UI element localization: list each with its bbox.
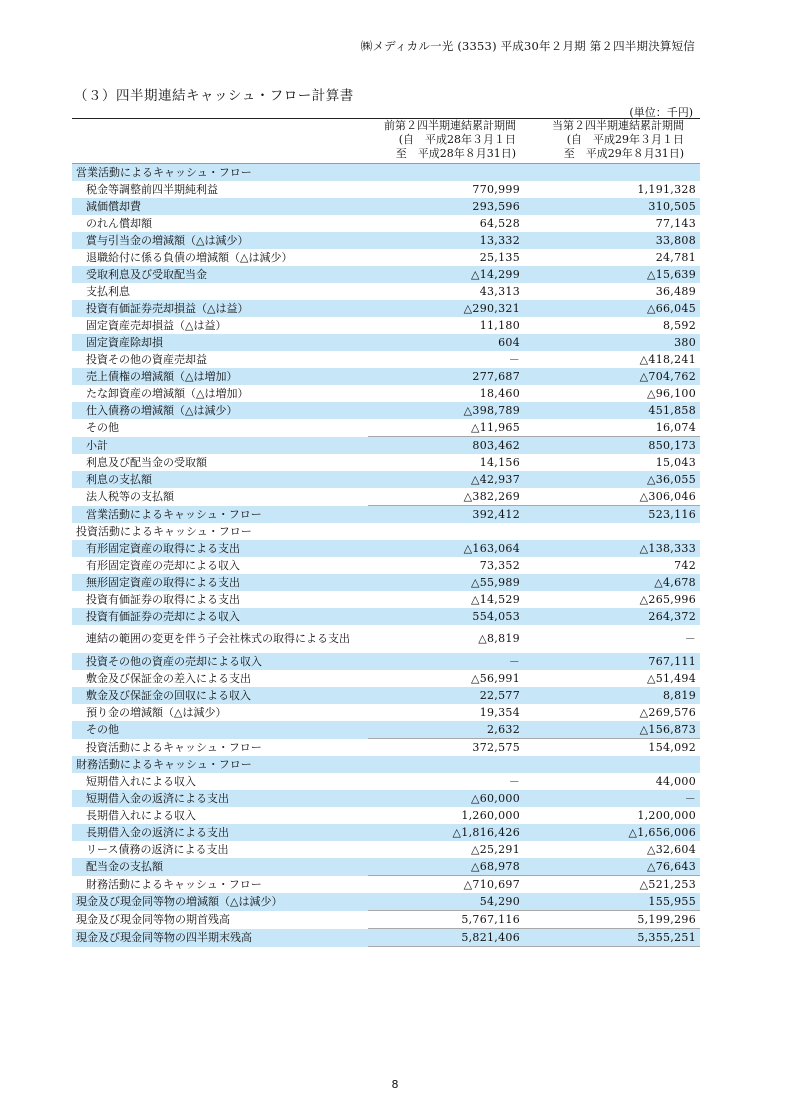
row-label: 退職給付に係る負債の増減額（△は減少） xyxy=(86,251,293,264)
prev-period-value: △8,819 xyxy=(478,632,520,645)
prev-period-value: 392,412 xyxy=(368,506,532,524)
table-row xyxy=(72,841,700,858)
table-row xyxy=(72,454,700,471)
table-row xyxy=(72,704,700,721)
cur-period-value xyxy=(532,523,700,540)
prev-period-value: △68,978 xyxy=(368,858,532,876)
prev-period-value: △382,269 xyxy=(463,490,520,503)
subtotal-row xyxy=(72,437,700,455)
cur-period-value: 451,858 xyxy=(532,402,700,419)
total-row xyxy=(72,893,700,911)
cur-period-value: △265,996 xyxy=(639,593,696,606)
cur-period-value: 767,111 xyxy=(532,653,700,670)
cur-period-value: 5,355,251 xyxy=(532,929,700,947)
prev-period-value: 604 xyxy=(368,334,532,351)
prev-period-value: 277,687 xyxy=(368,368,532,385)
row-label: 支払利息 xyxy=(86,285,130,298)
row-label: 仕入債務の増減額（△は減少） xyxy=(72,402,368,419)
table-row xyxy=(72,773,700,790)
prev-period-value: 13,332 xyxy=(368,232,532,249)
row-label: リース債務の返済による支出 xyxy=(86,843,229,856)
cur-period-value: 33,808 xyxy=(532,232,700,249)
prev-period-value: － xyxy=(368,653,532,670)
prev-period-title: 前第２四半期連結累計期間 xyxy=(368,119,532,134)
prev-period-value xyxy=(368,756,532,773)
section-row xyxy=(72,756,700,773)
cur-period-value: 1,191,328 xyxy=(637,183,696,196)
row-label: 有形固定資産の売却による収入 xyxy=(86,559,240,572)
cur-period-value: △1,656,006 xyxy=(532,824,700,841)
row-label: 利息の支払額 xyxy=(72,471,368,488)
cur-period-value: 380 xyxy=(532,334,700,351)
cur-period-value: 36,489 xyxy=(655,285,696,298)
prev-period-to: 至 平成28年８月31日) xyxy=(368,147,532,164)
table-row xyxy=(72,471,700,488)
table-row xyxy=(72,687,700,704)
row-label: 小計 xyxy=(72,437,368,455)
cash-flow-table xyxy=(72,118,700,947)
prev-period-value: 803,462 xyxy=(368,437,532,455)
cur-period-value: △32,604 xyxy=(646,843,696,856)
prev-period-value: 73,352 xyxy=(479,559,520,572)
row-label: 現金及び現金同等物の期首残高 xyxy=(76,913,230,926)
cur-period-value: △418,241 xyxy=(639,353,696,366)
table-row xyxy=(72,300,700,317)
cur-period-value: △138,333 xyxy=(532,540,700,557)
row-label: 預り金の増減額（△は減少） xyxy=(86,706,227,719)
row-label: のれん償却額 xyxy=(86,217,152,230)
cur-period-value: △36,055 xyxy=(532,471,700,488)
unit-label: (単位：千円) xyxy=(629,106,693,119)
section-title: （３）四半期連結キャッシュ・フロー計算書 xyxy=(74,88,354,104)
prev-period-value: 54,290 xyxy=(368,893,532,911)
prev-period-value: △11,965 xyxy=(470,421,520,434)
cur-period-value: △4,678 xyxy=(532,574,700,591)
prev-period-value: 11,180 xyxy=(479,319,520,332)
total-row xyxy=(72,929,700,947)
prev-period-value: 64,528 xyxy=(479,217,520,230)
cur-period-value: △521,253 xyxy=(532,876,700,894)
row-label: 投資有価証券の売却による収入 xyxy=(72,608,368,625)
cur-period-value: △156,873 xyxy=(532,721,700,739)
prev-period-value: － xyxy=(508,353,520,366)
subtotal-row xyxy=(72,506,700,524)
header-blank xyxy=(72,119,368,134)
cur-period-value: － xyxy=(532,790,700,807)
table-row xyxy=(72,488,700,506)
cur-period-title: 当第２四半期連結累計期間 xyxy=(532,119,700,134)
cur-period-value: 44,000 xyxy=(655,775,696,788)
cur-period-value: △306,046 xyxy=(639,490,696,503)
table-row xyxy=(72,351,700,368)
row-label: 投資有価証券売却損益（△は益） xyxy=(72,300,368,317)
row-label: 長期借入金の返済による支出 xyxy=(72,824,368,841)
prev-period-value: 25,135 xyxy=(479,251,520,264)
prev-period-value: 293,596 xyxy=(368,198,532,215)
table-row xyxy=(72,790,700,807)
prev-period-value: △1,816,426 xyxy=(368,824,532,841)
row-label: 短期借入れによる収入 xyxy=(86,775,196,788)
cur-period-value: 77,143 xyxy=(655,217,696,230)
subtotal-row xyxy=(72,876,700,894)
table-row xyxy=(72,625,700,653)
row-label: 法人税等の支払額 xyxy=(86,490,174,504)
prev-period-value xyxy=(368,523,532,540)
row-label: 財務活動によるキャッシュ・フロー xyxy=(72,756,368,773)
row-label: 利息及び配当金の受取額 xyxy=(86,456,207,469)
cur-period-value: 850,173 xyxy=(532,437,700,455)
document-header: ㈱メディカル一光 (3353) 平成30年２月期 第２四半期決算短信 xyxy=(360,39,695,53)
cur-period-from: (自 平成29年３月１日 xyxy=(566,133,684,146)
cur-period-value: 523,116 xyxy=(532,506,700,524)
header-blank xyxy=(72,147,368,164)
table-row xyxy=(72,266,700,283)
table-row xyxy=(72,385,700,402)
row-label: その他 xyxy=(72,721,368,739)
prev-period-value: △42,937 xyxy=(368,471,532,488)
table-row xyxy=(72,402,700,419)
prev-period-value: △163,064 xyxy=(368,540,532,557)
row-label: 税金等調整前四半期純利益 xyxy=(86,183,218,196)
cur-period-value: 16,074 xyxy=(655,421,696,434)
row-label: 投資その他の資産売却益 xyxy=(86,353,207,366)
table-row xyxy=(72,670,700,687)
prev-period-value: 14,156 xyxy=(479,456,520,469)
table-row xyxy=(72,824,700,841)
header-blank xyxy=(72,133,368,147)
prev-period-value: △398,789 xyxy=(368,402,532,419)
row-label: 長期借入れによる収入 xyxy=(86,809,196,822)
table-body xyxy=(72,164,700,947)
row-label: 配当金の支払額 xyxy=(72,858,368,876)
row-label: 営業活動によるキャッシュ・フロー xyxy=(72,164,368,182)
table-row xyxy=(72,858,700,876)
cur-period-value: △66,045 xyxy=(532,300,700,317)
prev-period-value: 43,313 xyxy=(479,285,520,298)
table-row xyxy=(72,591,700,608)
table-row xyxy=(72,653,700,670)
row-label: 無形固定資産の取得による支出 xyxy=(72,574,368,591)
cur-period-value: 1,200,000 xyxy=(637,809,696,822)
prev-period-value: 22,577 xyxy=(368,687,532,704)
section-row xyxy=(72,164,700,182)
row-label: 連結の範囲の変更を伴う子会社株式の取得による支出 xyxy=(86,632,350,645)
prev-period-value xyxy=(368,164,532,182)
table-header xyxy=(72,119,700,164)
prev-period-value: 554,053 xyxy=(368,608,532,625)
cur-period-value: 310,505 xyxy=(532,198,700,215)
cur-period-value: △269,576 xyxy=(639,706,696,719)
prev-period-value: 1,260,000 xyxy=(461,809,520,822)
row-label: 敷金及び保証金の回収による収入 xyxy=(72,687,368,704)
row-label: 投資有価証券の取得による支出 xyxy=(86,593,240,606)
row-label: 投資活動によるキャッシュ・フロー xyxy=(86,740,262,754)
prev-period-value: 770,999 xyxy=(472,183,520,196)
cur-period-value: 8,592 xyxy=(663,319,696,332)
table-row xyxy=(72,334,700,351)
row-label: 営業活動によるキャッシュ・フロー xyxy=(72,506,368,524)
row-label: 現金及び現金同等物の四半期末残高 xyxy=(72,929,368,947)
table-row xyxy=(72,807,700,824)
cur-period-value: △96,100 xyxy=(646,387,696,400)
cur-period-value: 742 xyxy=(674,559,696,572)
row-label: 受取利息及び受取配当金 xyxy=(72,266,368,283)
table-row xyxy=(72,181,700,198)
table-row xyxy=(72,283,700,300)
cur-period-value: 155,955 xyxy=(532,893,700,911)
prev-period-value: △14,529 xyxy=(470,593,520,606)
row-label: 投資その他の資産の売却による収入 xyxy=(72,653,368,670)
cur-period-value: △76,643 xyxy=(532,858,700,876)
cur-period-value: 264,372 xyxy=(532,608,700,625)
row-label: 財務活動によるキャッシュ・フロー xyxy=(86,877,262,891)
table-row xyxy=(72,557,700,574)
row-label: 投資活動によるキャッシュ・フロー xyxy=(76,525,252,538)
prev-period-value: △60,000 xyxy=(368,790,532,807)
cur-period-value: △704,762 xyxy=(532,368,700,385)
table-row xyxy=(72,540,700,557)
prev-period-value: △25,291 xyxy=(470,843,520,856)
cur-period-value: 5,199,296 xyxy=(532,911,700,929)
total-row xyxy=(72,911,700,929)
prev-period-from: (自 平成28年３月１日 xyxy=(398,133,516,146)
cur-period-value xyxy=(532,164,700,182)
prev-period-value: － xyxy=(508,775,520,788)
prev-period-value: 5,767,116 xyxy=(368,911,532,929)
page-number: 8 xyxy=(391,1078,399,1091)
row-label: 有形固定資産の取得による支出 xyxy=(72,540,368,557)
table-row xyxy=(72,368,700,385)
cur-period-value: 154,092 xyxy=(532,739,700,757)
cur-period-value: 15,043 xyxy=(655,456,696,469)
table-row xyxy=(72,419,700,437)
prev-period-value: △55,989 xyxy=(368,574,532,591)
table-row xyxy=(72,249,700,266)
row-label: 現金及び現金同等物の増減額（△は減少） xyxy=(72,893,368,911)
row-label: 固定資産売却損益（△は益） xyxy=(86,319,227,332)
cur-period-value: － xyxy=(684,632,696,645)
prev-period-value: △290,321 xyxy=(368,300,532,317)
cur-period-value: 8,819 xyxy=(532,687,700,704)
section-row xyxy=(72,523,700,540)
prev-period-value: 372,575 xyxy=(368,739,532,757)
row-label: その他 xyxy=(86,421,119,435)
prev-period-value: 5,821,406 xyxy=(368,929,532,947)
row-label: 敷金及び保証金の差入による支出 xyxy=(86,672,251,685)
cur-period-value: △51,494 xyxy=(646,672,696,685)
cur-period-value: 24,781 xyxy=(655,251,696,264)
table-row xyxy=(72,608,700,625)
table-row xyxy=(72,198,700,215)
prev-period-value: 19,354 xyxy=(479,706,520,719)
table-row xyxy=(72,215,700,232)
row-label: たな卸資産の増減額（△は増加） xyxy=(86,387,249,400)
prev-period-value: △710,697 xyxy=(368,876,532,894)
row-label: 固定資産除却損 xyxy=(72,334,368,351)
row-label: 売上債権の増減額（△は増加） xyxy=(72,368,368,385)
prev-period-value: 18,460 xyxy=(479,387,520,400)
cur-period-value xyxy=(532,756,700,773)
prev-period-value: △56,991 xyxy=(470,672,520,685)
table-row xyxy=(72,574,700,591)
cur-period-value: △15,639 xyxy=(532,266,700,283)
table-row xyxy=(72,232,700,249)
table-row xyxy=(72,317,700,334)
cur-period-to: 至 平成29年８月31日) xyxy=(532,147,700,164)
row-label: 短期借入金の返済による支出 xyxy=(72,790,368,807)
table-row xyxy=(72,721,700,739)
row-label: 減価償却費 xyxy=(72,198,368,215)
row-label: 賞与引当金の増減額（△は減少） xyxy=(72,232,368,249)
prev-period-value: △14,299 xyxy=(368,266,532,283)
subtotal-row xyxy=(72,739,700,757)
prev-period-value: 2,632 xyxy=(368,721,532,739)
